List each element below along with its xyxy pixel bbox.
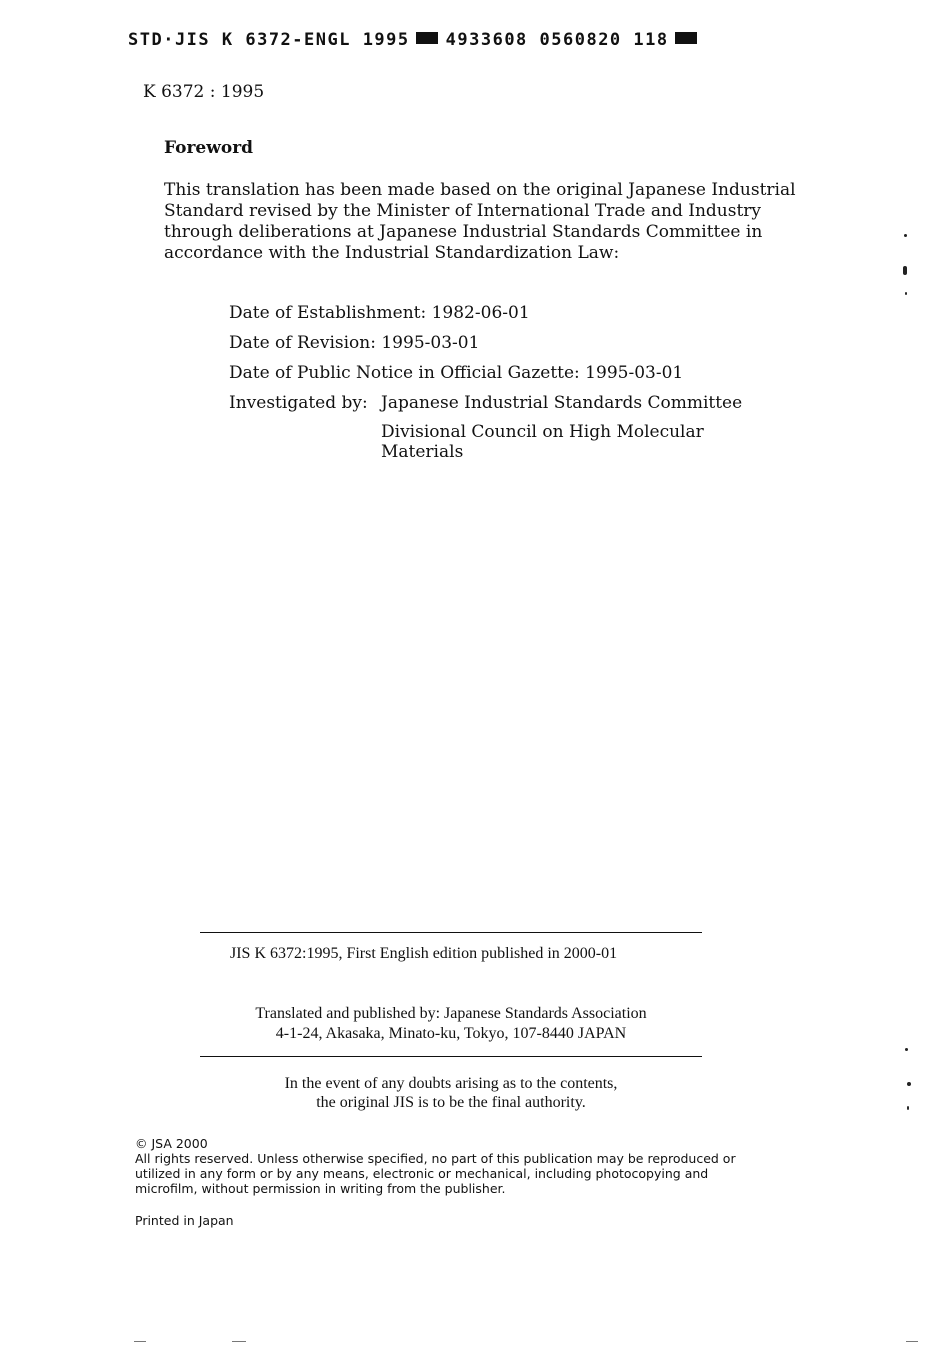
investigated-line: Divisional Council on High Molecular (381, 422, 704, 442)
printed-note: Printed in Japan (135, 1213, 234, 1228)
authority-line: the original JIS is to be the final authority. (316, 1094, 586, 1111)
scan-mark-icon (134, 1341, 146, 1342)
authority-note (200, 1074, 702, 1112)
scan-mark-icon (906, 1341, 918, 1342)
investigated-label: Investigated by: (229, 393, 368, 413)
foreword-paragraph (164, 180, 796, 264)
copyright-line: microfilm, without permission in writing from the publisher. (135, 1181, 506, 1196)
paragraph-line: accordance with the Industrial Standardization Law: (164, 243, 620, 263)
paragraph-line: This translation has been made based on the original Japanese Industrial (164, 180, 796, 200)
header-code-right: 4933608 0560820 118 (445, 30, 669, 50)
standard-id: K 6372 : 1995 (143, 82, 265, 102)
investigated-line: Materials (381, 442, 464, 462)
divider-rule (200, 932, 702, 933)
authority-line: In the event of any doubts arising as to the contents, (284, 1075, 618, 1092)
copyright-line: All rights reserved. Unless otherwise specified, no part of this publication may be reproduced or (135, 1151, 736, 1166)
document-header-code (128, 30, 705, 50)
copyright-line: © JSA 2000 (135, 1136, 208, 1151)
scan-speck-icon (905, 1048, 908, 1051)
date-public-notice: Date of Public Notice in Official Gazette: 1995-03-01 (229, 363, 684, 383)
divider-rule (200, 1056, 702, 1057)
scan-speck-icon (907, 1106, 909, 1110)
investigated-by (229, 392, 743, 462)
publisher-line: Translated and published by: Japanese Standards Association (255, 1005, 647, 1022)
scan-speck-icon (907, 1082, 911, 1086)
redaction-block-icon (675, 32, 697, 44)
paragraph-line: Standard revised by the Minister of International Trade and Industry (164, 201, 762, 221)
copyright-block (135, 1136, 775, 1196)
investigated-body (381, 392, 742, 462)
redaction-block-icon (416, 32, 438, 44)
date-establishment: Date of Establishment: 1982-06-01 (229, 303, 530, 323)
dates-list (229, 302, 743, 462)
scan-speck-icon (903, 266, 907, 275)
date-revision: Date of Revision: 1995-03-01 (229, 333, 480, 353)
publisher-line: 4-1-24, Akasaka, Minato-ku, Tokyo, 107-8440 JAPAN (275, 1025, 627, 1042)
paragraph-line: through deliberations at Japanese Industrial Standards Committee in (164, 222, 763, 242)
edition-note: JIS K 6372:1995, First English edition published in 2000-01 (230, 945, 618, 962)
investigated-line: Japanese Industrial Standards Committee (381, 393, 743, 413)
scan-mark-icon (232, 1341, 246, 1342)
page-title: Foreword (164, 138, 254, 158)
scan-speck-icon (905, 292, 907, 295)
header-code-left: STD·JIS K 6372-ENGL 1995 (128, 30, 410, 50)
publisher-block (200, 1004, 702, 1044)
scan-speck-icon (904, 234, 907, 237)
copyright-line: utilized in any form or by any means, electronic or mechanical, including photocopying and (135, 1166, 709, 1181)
